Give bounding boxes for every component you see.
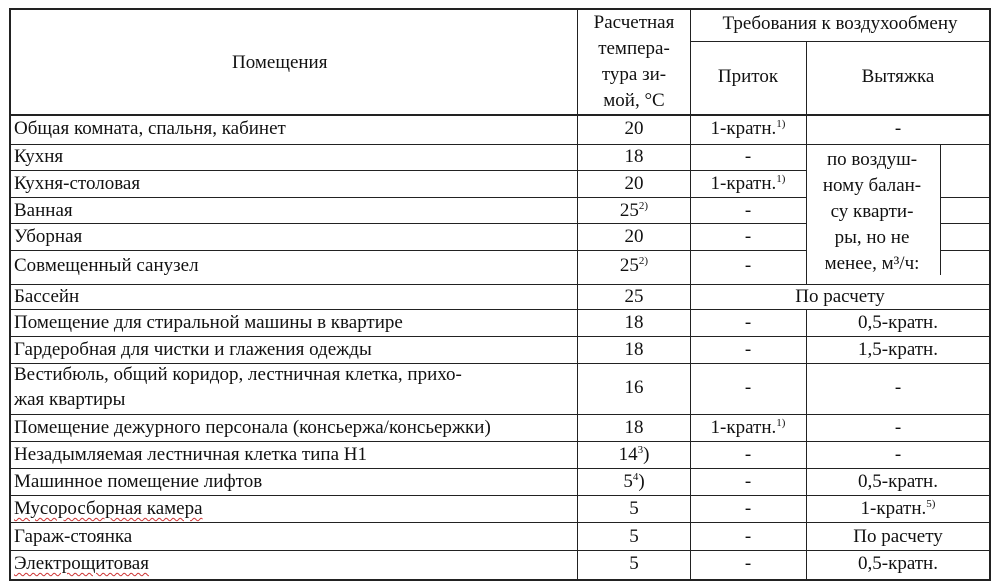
row-supply: - — [744, 553, 752, 574]
header-temp-line: Расчетная — [593, 12, 675, 33]
row-supply: - — [744, 444, 752, 465]
row-temp: 18 — [624, 312, 644, 333]
header-temp-line: тура зи- — [601, 64, 667, 85]
row-supply: - — [744, 255, 752, 276]
row-divider — [10, 284, 990, 285]
row-room: Уборная — [14, 226, 83, 247]
row-room: Гардеробная для чистки и глажения одежды — [14, 339, 372, 360]
row-supply: 1-кратн.$^{1)}$ — [710, 417, 786, 438]
row-temp: 20 — [624, 173, 644, 194]
row-divider — [10, 144, 990, 145]
row-room: Незадымляемая лестничная клетка типа Н1 — [14, 444, 367, 465]
row-temp: 5 — [629, 498, 639, 519]
header-exhaust: Вытяжка — [861, 66, 935, 87]
row-supply: - — [744, 200, 752, 221]
header-temp-line: мой, °С — [603, 90, 665, 111]
row-divider — [10, 170, 807, 171]
row-temp: 20 — [624, 118, 644, 139]
header-supply: Приток — [717, 66, 779, 87]
table-border-bottom — [10, 579, 990, 581]
row-temp: $5^4$) — [623, 471, 645, 492]
row-temp: 20 — [624, 226, 644, 247]
row-supply: - — [744, 146, 752, 167]
row-room: Кухня — [14, 146, 64, 167]
note-col-divider — [940, 223, 990, 224]
row-room: Ванная — [14, 200, 73, 221]
row-temp: 18 — [624, 339, 644, 360]
row-exhaust: - — [894, 118, 902, 139]
header-temp-line: темпера- — [598, 38, 670, 59]
row-divider — [10, 522, 990, 523]
row-temp: 18 — [624, 417, 644, 438]
row-exhaust: - — [894, 417, 902, 438]
header-air-exchange: Требования к воздухообмену — [722, 13, 958, 34]
note-col-divider — [940, 197, 990, 198]
row-exhaust: - — [894, 444, 902, 465]
row-supply: - — [744, 498, 752, 519]
row-temp: 5 — [629, 553, 639, 574]
row-divider — [10, 197, 807, 198]
row-divider — [10, 468, 990, 469]
row-supply: - — [744, 526, 752, 547]
row-temp: 18 — [624, 146, 644, 167]
row-supply: - — [744, 312, 752, 333]
row-supply: - — [744, 226, 752, 247]
row-room: Помещение дежурного персонала (консьержа/консьержки) — [14, 417, 491, 438]
row-room-line: Вестибюль, общий коридор, лестничная клетка, прихо- — [14, 364, 462, 385]
row-room: Помещение для стиральной машины в квартире — [14, 312, 403, 333]
col-divider-exhaust-lower — [806, 309, 807, 581]
row-supply: - — [744, 471, 752, 492]
row-divider — [10, 309, 990, 310]
row-divider — [10, 495, 990, 496]
row-exhaust: 1-кратн.$^{5)}$ — [860, 498, 936, 519]
row-divider — [10, 414, 990, 415]
balance-note-line: ному балан- — [822, 175, 922, 196]
row-temp: 25 — [624, 286, 644, 307]
row-divider — [10, 223, 807, 224]
row-room: Машинное помещение лифтов — [14, 471, 263, 492]
col-divider-note — [940, 144, 941, 275]
row-temp: 16 — [624, 377, 644, 398]
row-exhaust: 0,5-кратн. — [858, 312, 938, 333]
row-temp: 25$^{2)}$ — [619, 200, 649, 221]
table-border-top — [10, 8, 990, 10]
row-exhaust: 0,5-кратн. — [858, 471, 938, 492]
row-room: Бассейн — [14, 286, 80, 307]
row-room: Кухня-столовая — [14, 173, 141, 194]
row-room: Электрощитовая — [14, 553, 149, 574]
row-room: Гараж-стоянка — [14, 526, 133, 547]
row-supply: - — [744, 377, 752, 398]
balance-note-line: по воздуш- — [826, 149, 918, 170]
row-exhaust: По расчету — [853, 526, 943, 547]
row-divider — [10, 336, 990, 337]
row-exhaust: 1,5-кратн. — [858, 339, 938, 360]
row-divider — [10, 250, 807, 251]
header-sub-divider — [690, 41, 990, 42]
row-temp: 5 — [629, 526, 639, 547]
row-divider — [10, 441, 990, 442]
row-temp: $14^3$) — [618, 444, 650, 465]
row-room-line: жая квартиры — [14, 389, 126, 410]
row-supply: 1-кратн.$^{1)}$ — [710, 118, 786, 139]
row-room: Общая комната, спальня, кабинет — [14, 118, 286, 139]
row-supply: - — [744, 339, 752, 360]
row-temp: 25$^{2)}$ — [619, 255, 649, 276]
balance-note-line: ры, но не — [834, 227, 910, 248]
row-divider — [10, 550, 990, 551]
balance-note-line: менее, м³/ч: — [824, 253, 920, 274]
note-col-divider — [940, 250, 990, 251]
header-bottom-divider — [10, 114, 990, 116]
row-room: Совмещенный санузел — [14, 255, 199, 276]
row-merged-calc: По расчету — [795, 286, 885, 307]
col-divider-exhaust — [806, 41, 807, 284]
row-supply: 1-кратн.$^{1)}$ — [710, 173, 786, 194]
balance-note-line: су кварти- — [830, 201, 914, 222]
row-exhaust: - — [894, 377, 902, 398]
header-rooms: Помещения — [232, 52, 328, 73]
row-room: Мусоросборная камера — [14, 498, 203, 519]
row-exhaust: 0,5-кратн. — [858, 553, 938, 574]
